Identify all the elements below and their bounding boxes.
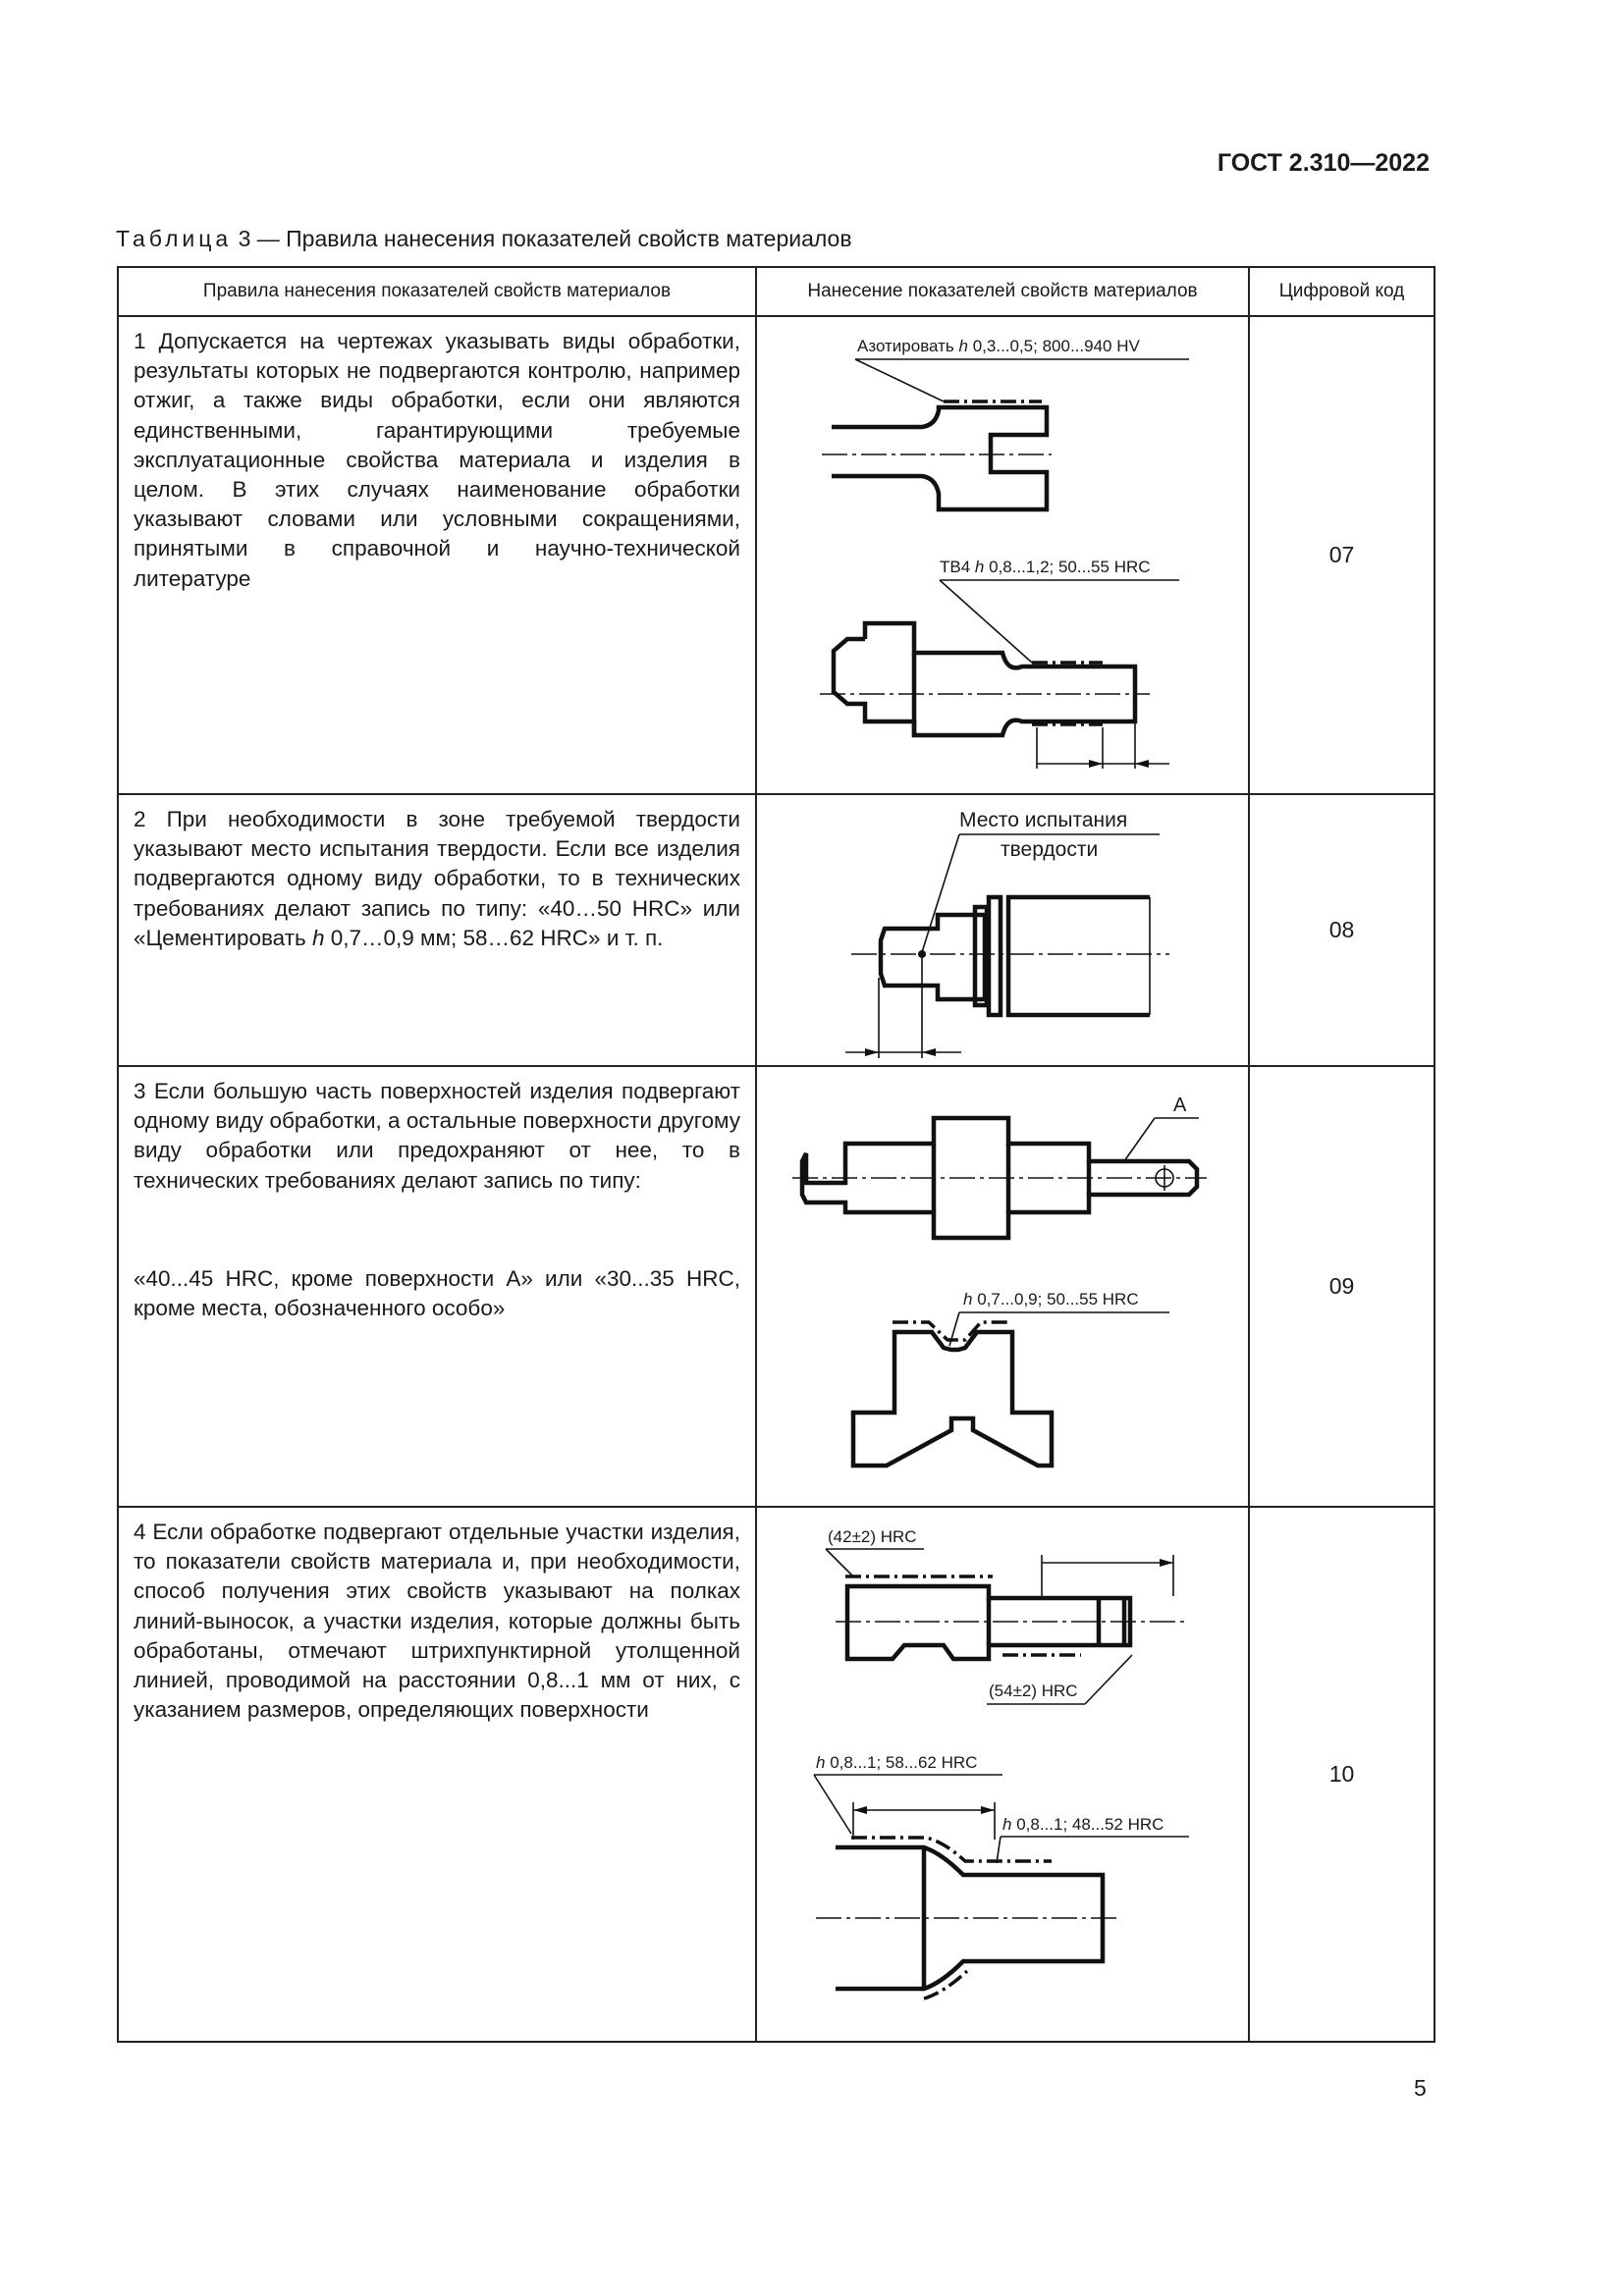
code-cell: 08 bbox=[1249, 794, 1435, 1066]
code-cell: 09 bbox=[1249, 1066, 1435, 1507]
drawing-nitriding bbox=[757, 317, 1248, 793]
svg-text:Место испытания: Место испытания bbox=[959, 809, 1128, 831]
drawing-surface-a bbox=[757, 1067, 1248, 1506]
document-code: ГОСТ 2.310—2022 bbox=[1217, 149, 1430, 177]
rules-table bbox=[117, 266, 1435, 2043]
table-row bbox=[118, 794, 1435, 1066]
svg-text:(42±2) HRC: (42±2) HRC bbox=[828, 1527, 917, 1546]
rule-text: 2 При необходимости в зоне требуемой твердости указывают место испытания твердости. Если все изделия подвергаются одному виду обработки, то в технических требованиях делают запись по типу: «40…50 HRC» или «Цементировать h 0,7…0,9 мм; 58…62 HRC» и т. п. bbox=[134, 807, 740, 950]
table-header-row bbox=[118, 267, 1435, 316]
table-row bbox=[118, 316, 1435, 794]
svg-text:h 0,8...1; 48...52 HRC: h 0,8...1; 48...52 HRC bbox=[1002, 1815, 1164, 1834]
rule-cell bbox=[118, 1066, 756, 1507]
rule-cell bbox=[118, 316, 756, 794]
rule-text: 3 Если большую часть поверхностей изделия подвергают одному виду обработки, а остальные поверхности другому виду обработки или предохраняют от нее, то в технических требованиях делают запись по типу: bbox=[134, 1079, 740, 1193]
table-row bbox=[118, 1066, 1435, 1507]
figure-cell bbox=[756, 1066, 1249, 1507]
svg-text:Азотировать h 0,3...0,5; 800..: Азотировать h 0,3...0,5; 800...940 HV bbox=[857, 337, 1140, 355]
drawing-local-areas bbox=[757, 1508, 1248, 2041]
page-number: 5 bbox=[1414, 2075, 1427, 2101]
table-caption bbox=[116, 226, 852, 252]
column-header-rules: Правила нанесения показателей свойств материалов bbox=[118, 267, 756, 316]
svg-text:твердости: твердости bbox=[1001, 838, 1099, 861]
svg-text:h 0,7...0,9; 50...55 HRC: h 0,7...0,9; 50...55 HRC bbox=[963, 1290, 1139, 1308]
column-header-depiction: Нанесение показателей свойств материалов bbox=[756, 267, 1249, 316]
svg-text:h 0,8...1; 58...62 HRC: h 0,8...1; 58...62 HRC bbox=[816, 1753, 978, 1772]
svg-text:ТВ4 h 0,8...1,2; 50...55 HRC: ТВ4 h 0,8...1,2; 50...55 HRC bbox=[940, 558, 1151, 576]
drawing-test-location bbox=[757, 795, 1248, 1065]
svg-text:(54±2) HRC: (54±2) HRC bbox=[989, 1682, 1078, 1700]
figure-cell bbox=[756, 316, 1249, 794]
caption-title: 3 — Правила нанесения показателей свойств материалов bbox=[232, 226, 852, 251]
code-cell: 07 bbox=[1249, 316, 1435, 794]
caption-prefix: Таблица bbox=[116, 226, 233, 251]
svg-text:А: А bbox=[1173, 1095, 1187, 1116]
rule-cell bbox=[118, 794, 756, 1066]
column-header-code: Цифровой код bbox=[1249, 267, 1435, 316]
figure-cell bbox=[756, 1507, 1249, 2042]
rule-text-example: «40...45 HRC, кроме поверхности А» или «30...35 HRC, кроме места, обозначенного особо» bbox=[134, 1265, 740, 1321]
rule-cell bbox=[118, 1507, 756, 2042]
figure-cell bbox=[756, 794, 1249, 1066]
code-cell: 10 bbox=[1249, 1507, 1435, 2042]
table-row bbox=[118, 1507, 1435, 2042]
rule-text: 1 Допускается на чертежах указывать виды обработки, результаты которых не подвергаются контролю, например отжиг, а также виды обработки, если они являются единственными, гарантирующими требуемые эксплуатационные свойства материала и изделия в целом. В этих случаях наименование обработки указывают словами или условными сокращениями, принятыми в справочной и научно-технической литературе bbox=[134, 329, 740, 591]
rule-text: 4 Если обработке подвергают отдельные участки изделия, то показатели свойств материала и, при необходимости, способ получения этих свойств указывают на полках линий-выносок, а участки изделия, которые должны быть обработаны, отмечают штрихпунктирной утолщенной линией, проводимой на расстоянии 0,8...1 мм от них, с указанием размеров, определяющих поверхности bbox=[134, 1520, 740, 1723]
